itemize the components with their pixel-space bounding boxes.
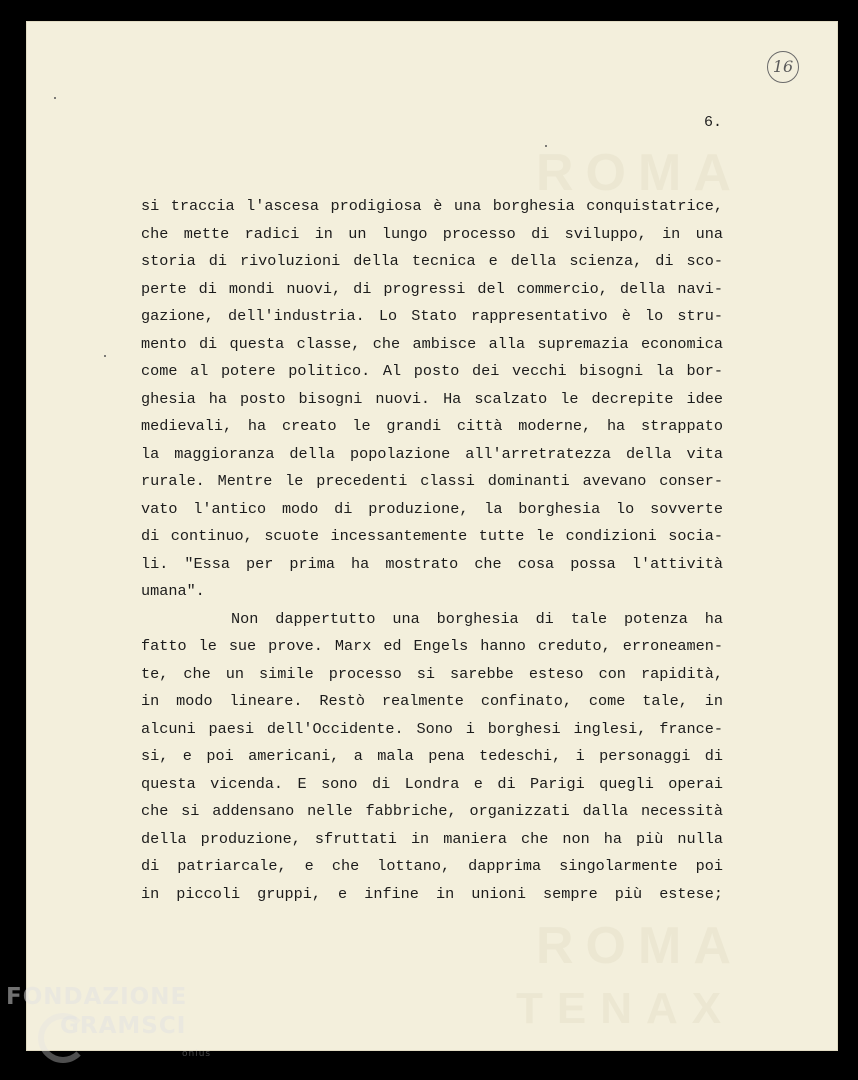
text-line: te, che un simile processo si sarebbe esteso con rapidità, (141, 664, 723, 683)
text-line: gazione, dell'industria. Lo Stato rappresentativo è lo stru- (141, 307, 723, 325)
text-line: che si addensano nelle fabbriche, organizzati dalla necessità (141, 802, 723, 820)
watermark-roma-bottom: ROMA (536, 917, 743, 975)
text-line: storia di rivoluzioni della tecnica e della scienza, di sco- (141, 252, 723, 270)
paper-speck (545, 145, 547, 147)
text-line-paragraph-start: Non dappertutto una borghesia di tale potenza ha (231, 609, 723, 628)
text-line-paragraph-end: umana". (141, 582, 205, 600)
text-line: come al potere politico. Al posto dei vecchi bisogni la bor- (141, 362, 723, 380)
paper-speck (104, 355, 106, 357)
text-line: vato l'antico modo di produzione, la borghesia lo sovverte (141, 499, 723, 518)
text-line: medievali, ha creato le grandi città moderne, ha strappato (141, 417, 723, 435)
text-line: che mette radici in un lungo processo di sviluppo, in una (141, 224, 723, 243)
text-line: mento di questa classe, che ambisce alla supremazia economica (141, 334, 723, 353)
watermark-tenax: TENAX (516, 984, 736, 1033)
text-line: alcuni paesi dell'Occidente. Sono i borghesi inglesi, france- (141, 719, 723, 738)
text-line: si, e poi americani, a mala pena tedeschi, i personaggi di (141, 747, 723, 765)
text-line: di continuo, scuote incessantemente tutte le condizioni socia- (141, 527, 723, 545)
watermark-roma-top: ROMA (536, 144, 743, 202)
archive-number-stamp: 16 (767, 51, 799, 83)
typewritten-body (141, 193, 723, 908)
text-line: fatto le sue prove. Marx ed Engels hanno creduto, erroneamen- (141, 637, 723, 655)
fondazione-gramsci-logo (6, 984, 212, 1059)
text-line: della produzione, sfruttati in maniera che non ha più nulla (141, 829, 723, 848)
logo-g-mark-icon (38, 1013, 88, 1063)
text-line: ghesia ha posto bisogni nuovi. Ha scalzato le decrepite idee (141, 389, 723, 408)
logo-line-1: FONDAZIONE (6, 984, 188, 1010)
text-line: di patriarcale, e che lottano, dapprima singolarmente poi (141, 857, 723, 875)
text-line: perte di mondi nuovi, di progressi del commercio, della navi- (141, 279, 723, 298)
text-line: la maggioranza della popolazione all'arretratezza della vita (141, 444, 723, 463)
logo-line-2: GRAMSCI (60, 1013, 187, 1039)
paper-speck (54, 97, 56, 99)
text-line: in piccoli gruppi, e infine in unioni sempre più estese; (141, 884, 723, 903)
text-line: rurale. Mentre le precedenti classi dominanti avevano conser- (141, 472, 723, 490)
page-number: 6. (704, 114, 723, 131)
text-line: li. "Essa per prima ha mostrato che cosa possa l'attività (141, 554, 723, 573)
text-line: si traccia l'ascesa prodigiosa è una borghesia conquistatrice, (141, 197, 723, 215)
document-page (26, 21, 838, 1051)
logo-line-3: onlus (182, 1049, 212, 1059)
text-line: questa vicenda. E sono di Londra e di Parigi quegli operai (141, 774, 723, 793)
text-line: in modo lineare. Restò realmente confinato, come tale, in (141, 692, 723, 710)
